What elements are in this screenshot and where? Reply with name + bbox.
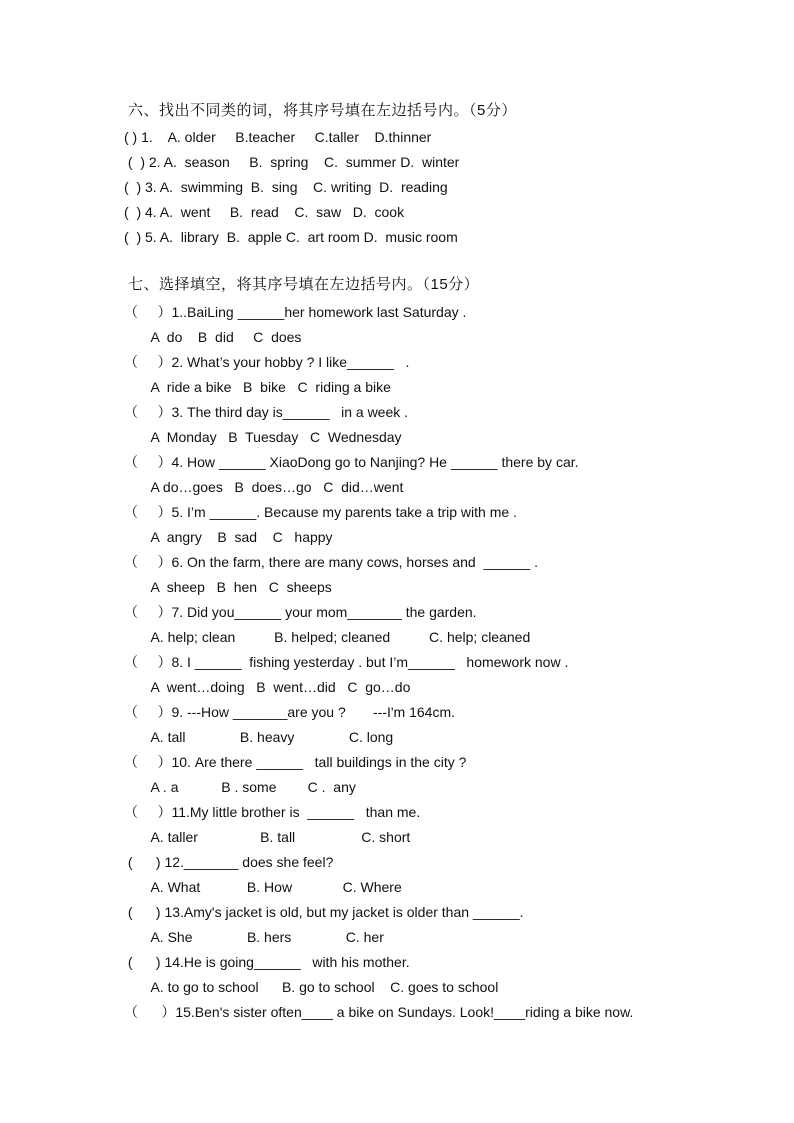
options-line: A . a B . some C . any — [124, 779, 356, 795]
section6-item: ( ) 2. A. season B. spring C. summer D. winter — [124, 154, 460, 170]
question-line: ( ) 12._______ does she feel? — [124, 854, 334, 870]
question-line: （ ）2. What’s your hobby ? I like______ . — [124, 354, 410, 370]
section6-item: ( ) 3. A. swimming B. sing C. writing D. reading — [124, 179, 448, 195]
question-line: （ ）4. How ______ XiaoDong go to Nanjing? He ______ there by car. — [124, 454, 579, 470]
question-line: （ ）10. Are there ______ tall buildings in the city ? — [124, 754, 467, 770]
section6-title: 六、找出不同类的词，将其序号填在左边括号内。（5分） — [128, 102, 517, 119]
question-line: （ ）6. On the farm, there are many cows, horses and ______ . — [124, 554, 538, 570]
options-line: A do B did C does — [124, 329, 302, 345]
options-line: A. What B. How C. Where — [124, 879, 402, 895]
section6-item: ( ) 5. A. library B. apple C. art room D. music room — [124, 229, 458, 245]
question-line: （ ）1..BaiLing ______her homework last Saturday . — [124, 304, 467, 320]
question-line: （ ）11.My little brother is ______ than me. — [124, 804, 421, 820]
options-line: A. She B. hers C. her — [124, 929, 384, 945]
question-line: （ ）7. Did you______ your mom_______ the garden. — [124, 604, 477, 620]
question-line: （ ）15.Ben's sister often____ a bike on Sundays. Look!____riding a bike now. — [124, 1004, 634, 1020]
question-line: ( ) 14.He is going______ with his mother. — [124, 954, 410, 970]
question-line: （ ）3. The third day is______ in a week . — [124, 404, 409, 420]
section6-item: ( ) 1. A. older B.teacher C.taller D.thinner — [124, 129, 432, 145]
question-line: （ ）9. ---How _______are you ? ---I'm 164cm. — [124, 704, 456, 720]
options-line: A. help; clean B. helped; cleaned C. help; cleaned — [124, 629, 531, 645]
question-line: （ ）5. I’m ______. Because my parents take a trip with me . — [124, 504, 517, 520]
section6-item: ( ) 4. A. went B. read C. saw D. cook — [124, 204, 405, 220]
options-line: A. to go to school B. go to school C. goes to school — [124, 979, 499, 995]
options-line: A ride a bike B bike C riding a bike — [124, 379, 391, 395]
question-line: ( ) 13.Amy's jacket is old, but my jacket is older than ______. — [124, 904, 524, 920]
section7-title: 七、选择填空，将其序号填在左边括号内。（15分） — [128, 276, 480, 293]
options-line: A. tall B. heavy C. long — [124, 729, 394, 745]
options-line: A went…doing B went…did C go…do — [124, 679, 411, 695]
options-line: A Monday B Tuesday C Wednesday — [124, 429, 402, 445]
options-line: A. taller B. tall C. short — [124, 829, 411, 845]
options-line: A angry B sad C happy — [124, 529, 333, 545]
question-line: （ ）8. I ______ fishing yesterday . but I’m______ homework now . — [124, 654, 569, 670]
options-line: A sheep B hen C sheeps — [124, 579, 332, 595]
options-line: A do…goes B does…go C did…went — [124, 479, 404, 495]
